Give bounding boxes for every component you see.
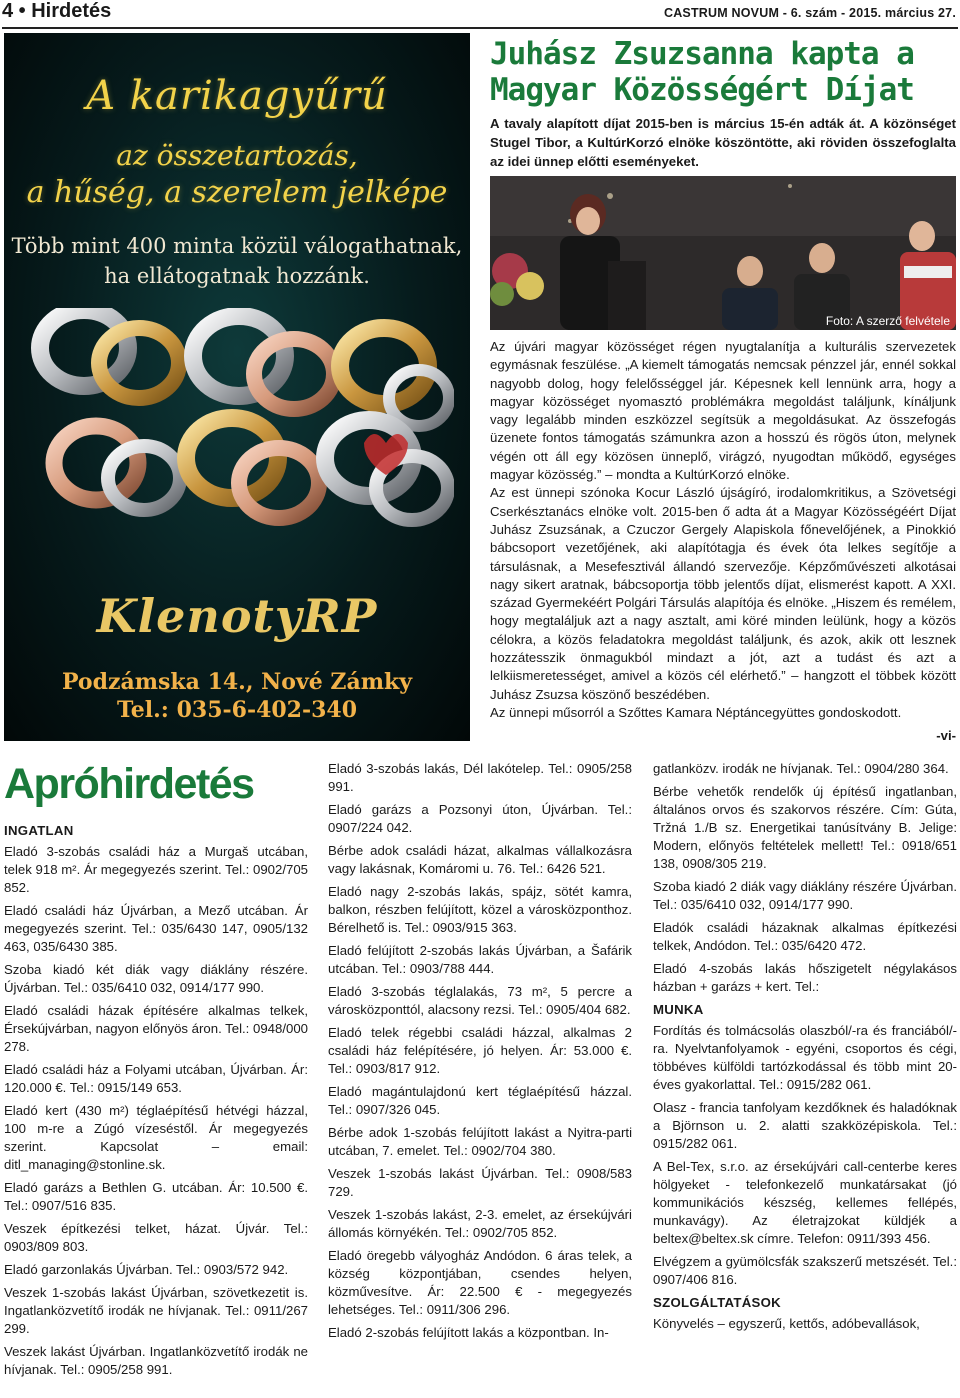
classified-ad: Eladó magántulajdonú kert téglaépítésű házzal. Tel.: 0907/326 045. (328, 1084, 632, 1117)
ad-headline: A karikagyűrű (86, 73, 388, 119)
classified-ad: Eladó 3-szobás lakás, Dél lakótelep. Tel.: 0905/258 991. (328, 761, 632, 794)
jewelry-advertisement (4, 33, 470, 741)
article-paragraph: Az újvári magyar közösséget régen nyugtalanítja a kulturális szervezetek egymásnak feszülése. „A kiemelt támogatás nemcsak pénzzel jár, ennél sokkal nagyobb dolog, hogy felelősséggel jár. Képesnek kell lennünk arra, hogy a magyar közösséget nyomasztó problémákra megoldást találjunk, kínáljunk vagy legalább minden eszközzel segítsük a megoldásukat. Az összefogás üzenete fontos támogatás számunkra azon a hosszú és rögös úton, melynek végén ott áll egy közösen ünneplő, virágzó, nyugodtan működő, egységes magyar közösség.” – mondta a KultúrKorzó elnöke. (490, 339, 956, 483)
ceremony-photo-image (490, 176, 956, 330)
classifieds-column-2 (328, 760, 632, 1347)
classified-ad: Eladó felújított 2-szobás lakás Újvárban, a Šafárik utcában. Tel.: 0903/788 444. (328, 943, 632, 976)
classified-ad: Eladó családi házak építésére alkalmas telkek, Érsekújvárban, nagyon előnyös áron. Tel.: 0948/000 278. (4, 1003, 309, 1054)
classifieds-column-1 (4, 822, 308, 1384)
classified-ad: Eladó családi ház Újvárban, a Mező utcában. Ár megegyezés szerint. Tel.: 035/6430 147, 0905/132 463, 035/6430 385. (4, 903, 308, 954)
classified-ad: Eladó garázs a Bethlen G. utcában. Ár: 10.500 €. Tel.: 0907/516 835. (4, 1180, 308, 1213)
article-body (490, 338, 956, 722)
classified-ad: Fordítás és tolmácsolás olaszból/-ra és franciából/-ra. Nyelvtanfolyamok - egyéni, csoportos és cégi, többéves külföldi tartózkodással és több mint 20-éves gyakorlattal. Tel.: 0915/282 061. (653, 1023, 957, 1092)
article-paragraph: Az ünnepi műsorról a Szőttes Kamara Néptáncegyüttes gondoskodott. (490, 704, 902, 720)
classified-ad: Szoba kiadó 2 diák vagy diáklány részére Újvárban. Tel.: 035/6410 032, 0914/177 990. (653, 879, 957, 912)
classified-ad: Veszek építkezési telket, házat. Újvár. Tel.: 0903/809 803. (4, 1221, 308, 1254)
article-signature: -vi- (936, 728, 956, 743)
classified-ad: gatlanközv. irodák ne hívjanak. Tel.: 0904/280 364. (653, 761, 949, 776)
classified-ad: Eladó kert (430 m²) téglaépítésű hétvégi házzal, 100 m-re a Zúgó vízeséstől. Ár megegyezés szerint. Kapcsolat – email: ditl_managing@stonline.sk. (4, 1103, 308, 1172)
section-heading: SZOLGÁLTATÁSOK (653, 1295, 781, 1310)
classified-ad: A Bel-Tex, s.r.o. az érsekújvári call-centerbe keres hölgyeket - telefonkezelő munkatársakat (jó kommunikációs készség, kellemes fellépés, munkavágy). Az életrajzokat küldjék a beltex@beltex.sk címre. Telefon: 0911/393 456. (653, 1159, 957, 1246)
classifieds-column-3 (653, 760, 957, 1338)
ad-subtitle (4, 231, 470, 291)
ring (54, 426, 138, 500)
classifieds-title: Apróhirdetés (4, 760, 254, 808)
classified-ad: Eladó öregebb vályogház Andódon. 6 áras telek, a község központjában, csendes helyen, közművesítve. Ár: 22.500 € - megegyezés lehetséges. Tel.: 0911/306 296. (328, 1248, 632, 1317)
classified-ad: Olasz - francia tanfolyam kezdőknek és haladóknak a Björnson u. 2. alatti szakközépiskola. Tel.: 0915/282 061. (653, 1100, 957, 1151)
classified-ad: Veszek 1-szobás lakást, 2-3. emelet, az érsekújvári állomás környékén. Tel.: 0902/705 852. (328, 1207, 632, 1240)
klenoty-logo: KlenotyRP (96, 589, 378, 643)
classified-ad: Könyvelés – egyszerű, kettős, adóbevallások, (653, 1316, 920, 1331)
article-paragraph: Az est ünnepi szónoka Kocur László újságíró, irodalomkritikus, a Szövetségi Cserkésztanács elnöke volt. 2015-ben ő adta át a Magyar Közösségéért Díjat Juhász Zsuzsának, a Czuczor Gergely Alapiskola főnevelőjének, a Pinokkió bábcsoport vezetőjének, aki alapítótagja és évek óta lelkes segítője a társulásnak, a Mesefesztivál állandó szervezője. Képzőművészeti alkotásai nagy sikert aratnak, bábcsoportja több jelentős díjat, elismerést kapott. A XXI. század Gyermekéért Polgári Társulás alapítója és elnöke. „Hiszem és remélem, hogy megtaláljuk azt a nagy asztalt, ami köré minden leülünk, hogy a közös célokra, a közös feladatokra megoldást találjunk, és azok, akik ott lesznek hozzátesszik önmagukból mindazt a jót, azt a tudást és azt a lelkiismeretességet, amivel a közös cél elérhető.” – hangzott el többek között Juhász Zsuzsa köszönő beszédében. (490, 485, 956, 702)
classified-ad: Veszek 1-szobás lakást Újvárban, szövetkezetit is. Ingatlanközvetítő irodák ne hívjanak. Tel.: 0911/267 299. (4, 1285, 308, 1336)
ring (254, 339, 334, 409)
issue-info: CASTRUM NOVUM - 6. szám - 2015. március 27. (663, 6, 956, 20)
classified-ad: Eladó garázs a Pozsonyi úton, Újvárban. Tel.: 0907/224 042. (328, 802, 632, 835)
article-lead: A tavaly alapított díjat 2015-ben is március 15-én adták át. A közönséget Stugel Tibor, a KultúrKorzó elnöke köszöntötte, aki röviden összefoglalta az idei ünnep előtti eseményeket. (490, 116, 956, 169)
section-heading: MUNKA (653, 1002, 704, 1017)
ring (40, 310, 128, 386)
article-photo (490, 176, 956, 330)
classified-ad: Eladó garzonlakás Újvárban. Tel.: 0903/572 942. (4, 1262, 289, 1277)
section-heading: INGATLAN (4, 823, 74, 838)
classified-ad: Bérbe adok családi házat, alkalmas vállalkozásra vagy lakásnak, Komáromi u. 76. Tel.: 6426 521. (328, 843, 632, 876)
classified-ad: Eladó 3-szobás családi ház a Murgaš utcában, telek 918 m². Ár megegyezés szerint. Tel.: 0902/705 852. (4, 844, 308, 895)
ad-headline-2: az összetartozás, (116, 139, 358, 172)
classified-ad: Eladó telek régebbi családi házzal, alkalmas 2 családi ház felépítésére, jó helyen. Ár: 53.000 €. Tel.: 0903/817 912. (328, 1025, 632, 1076)
page-section-label: 4 • Hirdetés (2, 0, 112, 22)
classified-ad: Eladó 2-szobás felújított lakás a központban. In- (328, 1325, 609, 1340)
ad-address: Podzámska 14., Nové Zámky (61, 669, 412, 695)
ad-phone: Tel.: 035-6-402-340 (116, 697, 358, 723)
article-title: Juhász Zsuzsanna kapta a Magyar Közösségért Díjat (490, 36, 914, 108)
classified-ad: Eladó 3-szobás téglalakás, 73 m², 5 percre a városközponttól, alacsony rezsi. Tel.: 0905/404 682. (328, 984, 632, 1017)
ad-subtitle-line-1: Több mint 400 minta közül válogathatnak, (11, 234, 463, 258)
ad-headline-3: a hűség, a szerelem jelképe (26, 175, 448, 210)
heart-icon (364, 434, 408, 475)
classified-ad: Eladó 4-szobás lakás hőszigetelt négylakásos házban + garázs + kert. Tel.: (653, 961, 957, 994)
classified-ad: Elvégzem a gyümölcsfák szakszerű metszését. Tel.: 0907/406 816. (653, 1254, 957, 1287)
classified-ad: Eladó családi ház a Folyami utcában, Újvárban. Ár: 120.000 €. Tel.: 0915/149 653. (4, 1062, 308, 1095)
ad-subtitle-line-2: ha ellátogatnak hozzánk. (104, 264, 370, 288)
wedding-rings-image (24, 308, 454, 588)
classified-ad: Veszek 1-szobás lakást Újvárban. Tel.: 0908/583 729. (328, 1166, 632, 1199)
classified-ad: Veszek lakást Újvárban. Ingatlanközvetítő irodák ne hívjanak. Tel.: 0905/258 991. (4, 1344, 308, 1377)
classified-ad: Szoba kiadó két diák vagy diáklány részére. Újvárban. Tel.: 035/6410 032, 0914/177 990. (4, 962, 308, 995)
classified-ad: Eladók családi házaknak alkalmas építkezési telkek, Andódon. Tel.: 035/6420 472. (653, 920, 957, 953)
header-divider (2, 27, 958, 29)
ring (99, 328, 179, 398)
classified-ad: Eladó nagy 2-szobás lakás, spájz, sötét kamra, balkon, részben felújított, közel a városközponthoz. Bérelhető is. Tel.: 0903/915 363. (328, 884, 632, 935)
ring (193, 316, 285, 396)
photo-caption: Foto: A szerző felvétele (825, 314, 950, 328)
classified-ad: Bérbe vehetők rendelők új építésű ingatlanban, általános orvos és szakorvos részére. Cím: Gúta, Tržná 1./B sz. Energetikai tanúsítvány B. Jelige: Modern, előnyös feltételek mellett! Tel.: 0918/651 138, 0908/305 219. (653, 784, 957, 871)
classified-ad: Bérbe adok 1-szobás felújított lakást a Nyitra-parti utcában, 7. emelet. Tel.: 0902/704 380. (328, 1125, 632, 1158)
